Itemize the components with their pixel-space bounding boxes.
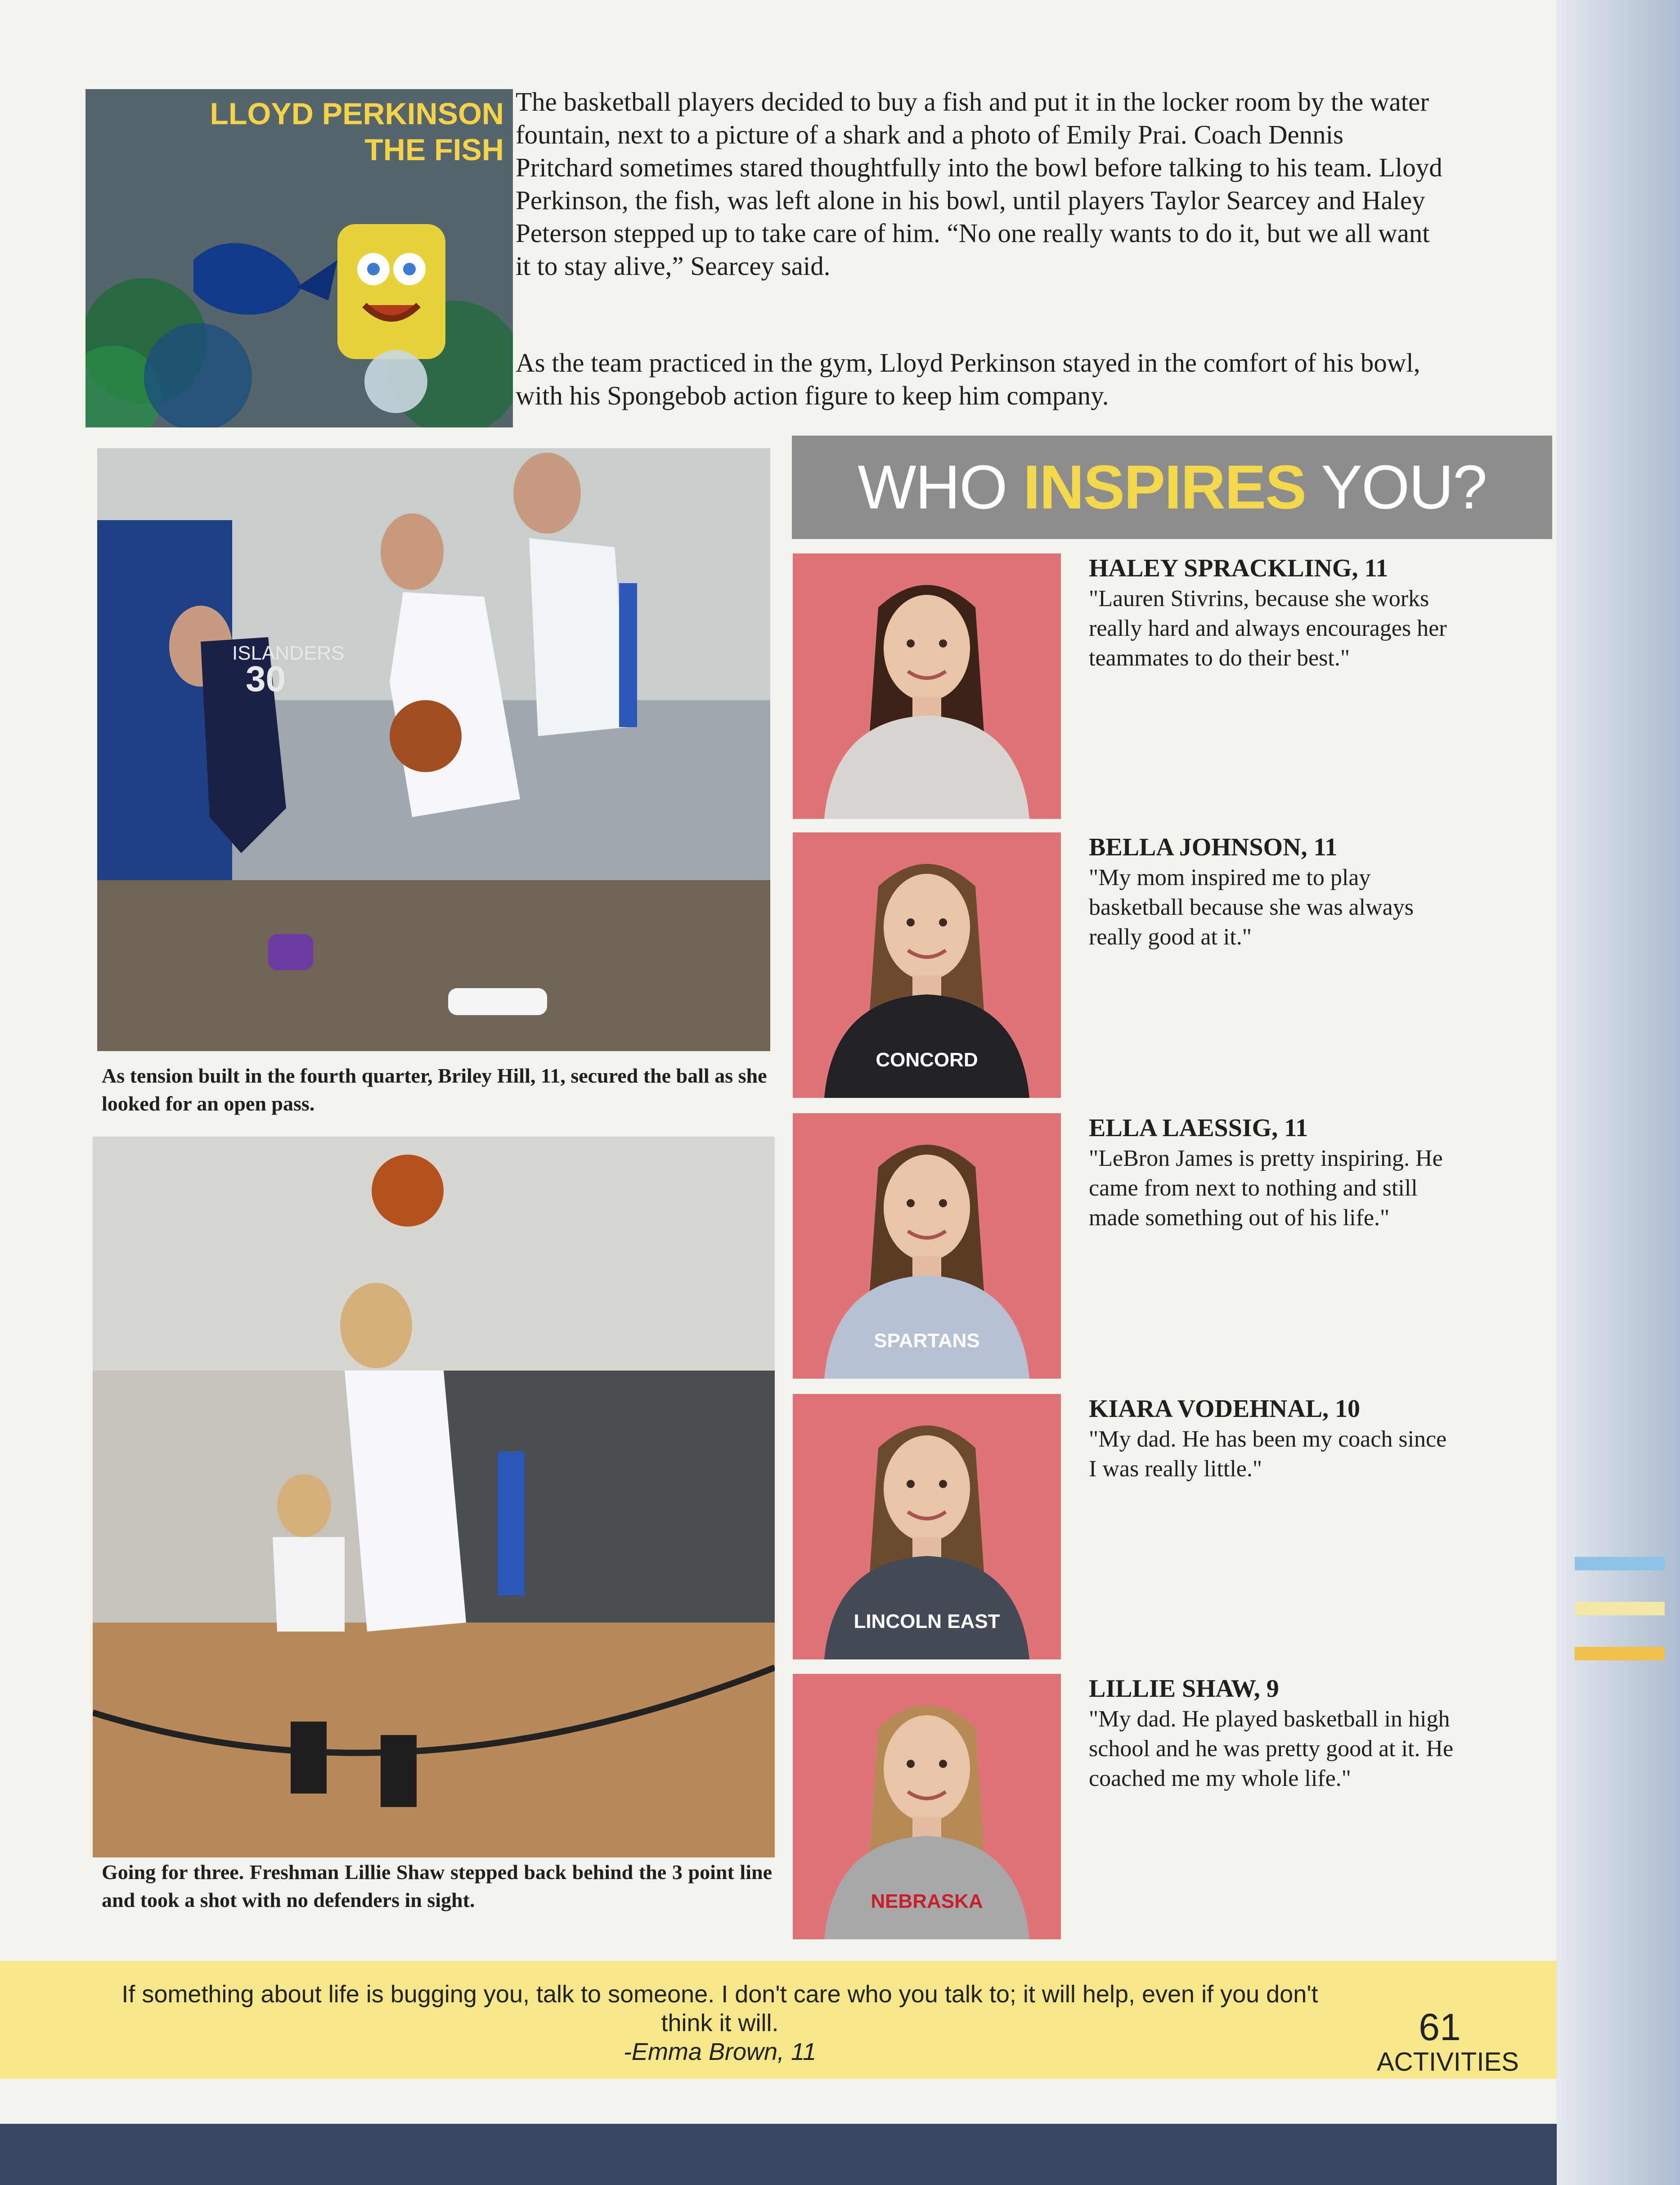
banner-word-2: YOU? — [1321, 453, 1487, 522]
caption-1: As tension built in the fourth quarter, Briley Hill, 11, secured the ball as she looked for an open pass. — [102, 1064, 767, 1115]
portrait-art — [793, 1674, 1061, 1939]
jersey-number: 30 — [246, 659, 286, 699]
inspires-name: ELLA LAESSIG, 11 — [1089, 1114, 1308, 1142]
page-edge — [1557, 0, 1680, 2185]
portrait-photo — [793, 553, 1061, 819]
shirt-text: CONCORD — [876, 1049, 978, 1071]
portrait-art — [793, 832, 1061, 1098]
shirt-text: SPARTANS — [874, 1330, 980, 1352]
page-number-block — [1377, 2006, 1519, 2077]
inspires-name: BELLA JOHNSON, 11 — [1089, 833, 1338, 861]
inspires-quote: "LeBron James is pretty inspiring. He came from next to nothing and still made something out of his life." — [1089, 1146, 1443, 1231]
jersey-text: ISLANDERS — [232, 642, 345, 664]
edge-tab-yellow — [1575, 1602, 1665, 1615]
who-inspires-you-banner — [792, 436, 1552, 539]
inspires-quote: "Lauren Stivrins, because she works really hard and always encourages her teammates to do their best." — [1089, 586, 1447, 671]
portrait-art — [793, 1113, 1061, 1379]
inspires-name: HALEY SPRACKLING, 11 — [1089, 554, 1388, 582]
inspires-name: LILLIE SHAW, 9 — [1089, 1675, 1279, 1703]
fish-story-paragraph-2: As the team practiced in the gym, Lloyd Perkinson stayed in the comfort of his bowl, with his Spongebob action figure to keep him company. — [516, 348, 1420, 410]
edge-tab-blue — [1575, 1557, 1665, 1570]
caption-2: Going for three. Freshman Lillie Shaw stepped back behind the 3 point line and took a shot with no defenders in sight. — [102, 1861, 772, 1911]
banner-highlight: INSPIRES — [1023, 453, 1306, 522]
fish-story-paragraph-1: The basketball players decided to buy a fish and put it in the locker room by the water fountain, next to a picture of a shark and a photo of Emily Prai. Coach Dennis Pritchard sometimes stared thoughtfully into the bowl before talking to his team. Lloyd Perkinson, the fish, was left alone in his bowl, until players Taylor Searcey and Haley Peterson stepped up to take care of him. “No one really wants to do it, but we all want it to stay alive,” Searcey said. — [516, 87, 1442, 281]
fish-photo-label-1: LLOYD PERKINSON — [210, 97, 504, 131]
page-number: 61 — [1419, 2006, 1461, 2048]
fish-photo-label-2: THE FISH — [364, 133, 504, 167]
banner-word-1: WHO — [858, 453, 1007, 522]
edge-tab-orange — [1575, 1647, 1665, 1660]
game-photo-2-art — [93, 1137, 775, 1857]
inspires-quote: "My mom inspired me to play basketball because she was always really good at it." — [1089, 865, 1414, 950]
cover-bottom — [0, 2124, 1557, 2185]
portrait-art — [793, 553, 1061, 819]
portrait-photo — [793, 1394, 1061, 1659]
shirt-text: LINCOLN EAST — [853, 1610, 1000, 1632]
portrait-photo — [793, 832, 1061, 1098]
section-label: ACTIVITIES — [1377, 2047, 1519, 2077]
game-photo-1-art — [97, 448, 770, 1051]
fish-photo — [85, 89, 513, 427]
portrait-photo — [793, 1674, 1061, 1939]
footer-quote — [99, 1980, 1341, 2066]
shirt-text: NEBRASKA — [871, 1890, 983, 1912]
game-photo-1 — [97, 448, 770, 1051]
game-photo-2 — [93, 1137, 775, 1857]
inspires-quote: "My dad. He played basketball in high school and he was pretty good at it. He coached me my whole life." — [1089, 1706, 1454, 1791]
inspires-name: KIARA VODEHNAL, 10 — [1089, 1395, 1361, 1423]
footer-quote-author: -Emma Brown, 11 — [623, 2038, 817, 2065]
inspires-quote: "My dad. He has been my coach since I was really little." — [1089, 1426, 1447, 1482]
portrait-art — [793, 1394, 1061, 1659]
footer-quote-text: If something about life is bugging you, talk to someone. I don't care who you talk to; it will help, even if you don't think it will. — [121, 1981, 1318, 2037]
portrait-photo — [793, 1113, 1061, 1379]
